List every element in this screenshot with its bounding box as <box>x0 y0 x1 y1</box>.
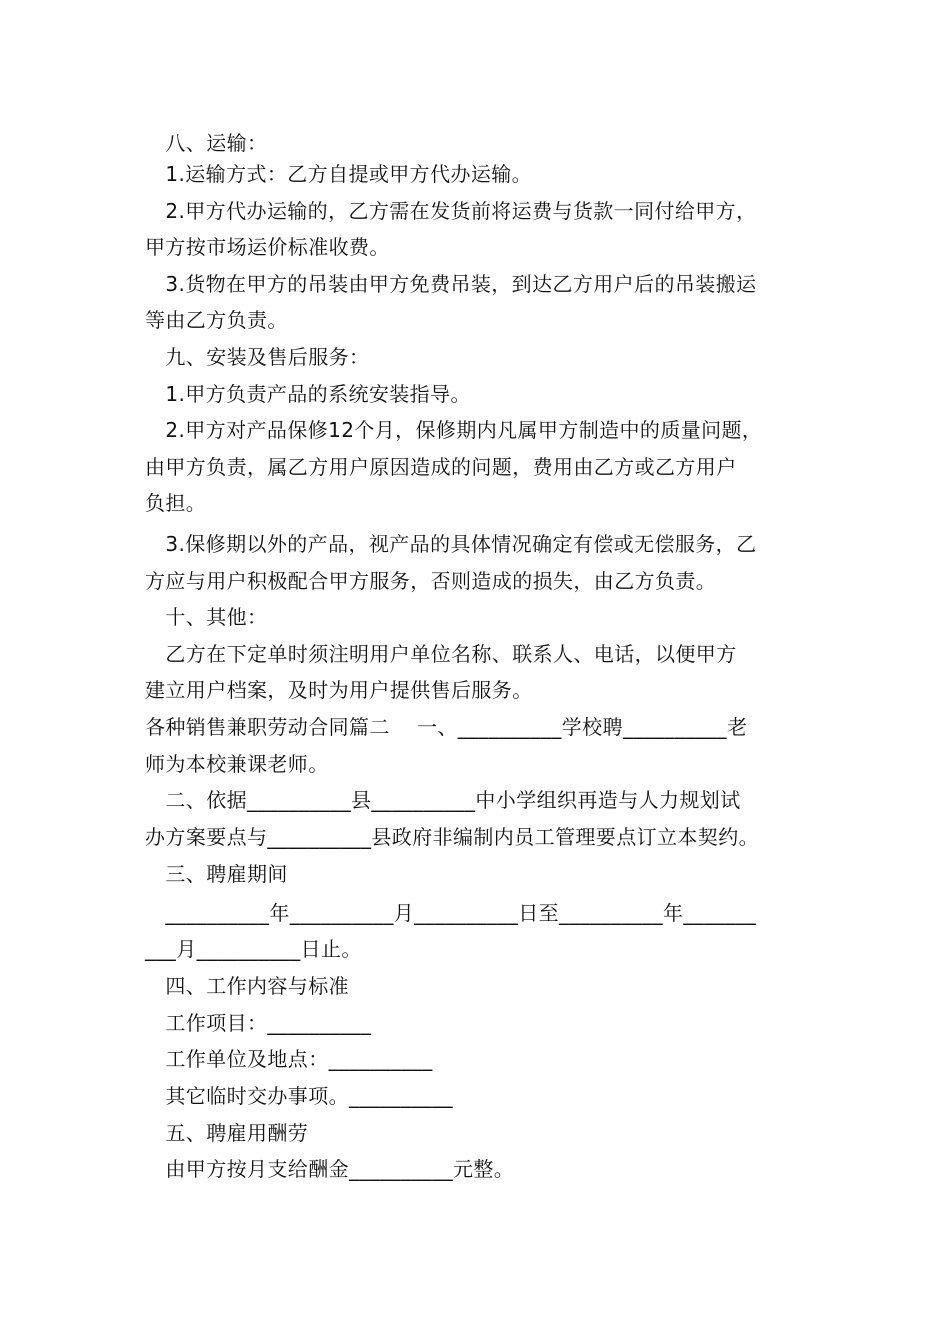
form-field-line: 其它临时交办事项。__________ <box>145 1084 453 1108</box>
section-heading-installation: 九、安装及售后服务： <box>145 345 370 369</box>
section-heading-remuneration: 五、聘雇用酬劳 <box>145 1121 309 1145</box>
paragraph-line: 方应与用户积极配合甲方服务，否则造成的损失，由乙方负责。 <box>145 569 717 593</box>
paragraph-line: 师为本校兼课老师。 <box>145 752 329 776</box>
contract-two-heading-line: 各种销售兼职劳动合同篇二 一、__________学校聘__________老 <box>145 715 748 739</box>
paragraph-line: 办方案要点与__________县政府非编制内员工管理要点订立本契约。 <box>145 825 759 849</box>
section-heading-transport: 八、运输： <box>145 131 268 155</box>
section-heading-other: 十、其他： <box>145 605 268 629</box>
form-field-line: 由甲方按月支给酬金__________元整。 <box>145 1157 515 1181</box>
section-heading-work-content: 四、工作内容与标准 <box>145 974 349 998</box>
paragraph-line: 等由乙方负责。 <box>145 308 288 332</box>
paragraph-line: 乙方在下定单时须注明用户单位名称、联系人、电话，以便甲方 <box>145 642 737 666</box>
paragraph-line: 2.甲方代办运输的，乙方需在发货前将运费与货款一同付给甲方， <box>145 199 757 223</box>
paragraph-line: 负担。 <box>145 491 207 515</box>
paragraph-line: 1.甲方负责产品的系统安装指导。 <box>145 382 471 406</box>
date-blank-line: ___月__________日止。 <box>145 937 362 961</box>
section-heading-employment-period: 三、聘雇期间 <box>145 862 288 886</box>
paragraph-line: 甲方按市场运价标准收费。 <box>145 235 390 259</box>
paragraph-line: 二、依据__________县__________中小学组织再造与人力规划试 <box>145 788 741 812</box>
paragraph-line: 1.运输方式：乙方自提或甲方代办运输。 <box>145 162 533 186</box>
date-blank-line: __________年__________月__________日至__________年_______ <box>145 901 757 925</box>
form-field-line: 工作项目：__________ <box>145 1011 372 1035</box>
paragraph-line: 2.甲方对产品保修12个月，保修期内凡属甲方制造中的质量问题， <box>145 418 763 442</box>
paragraph-line: 3.货物在甲方的吊装由甲方免费吊装，到达乙方用户后的吊装搬运 <box>145 272 757 296</box>
paragraph-line: 由甲方负责，属乙方用户原因造成的问题，费用由乙方或乙方用户 <box>145 455 737 479</box>
form-field-line: 工作单位及地点：__________ <box>145 1047 433 1071</box>
paragraph-line: 建立用户档案，及时为用户提供售后服务。 <box>145 678 533 702</box>
paragraph-line: 3.保修期以外的产品，视产品的具体情况确定有偿或无偿服务，乙 <box>145 532 757 556</box>
